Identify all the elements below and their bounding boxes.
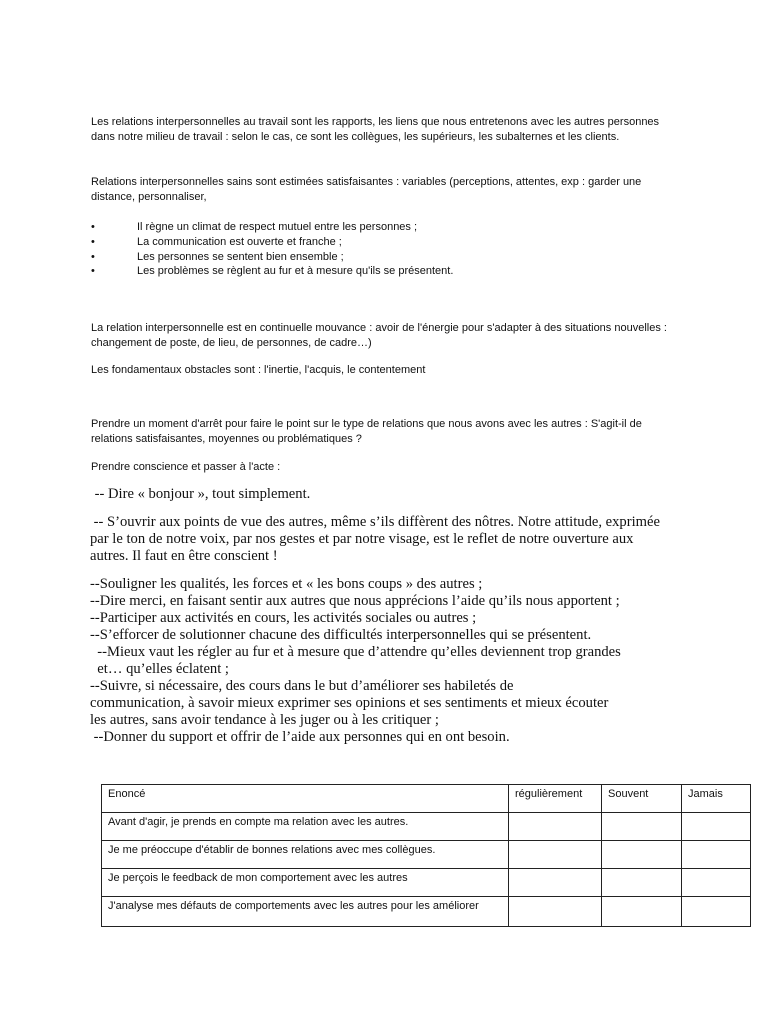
action-line: --Participer aux activités en cours, les activités sociales ou autres ; xyxy=(90,610,477,626)
answer-cell-jamais[interactable] xyxy=(682,841,751,869)
header-enonce: Enoncé xyxy=(102,785,509,813)
answer-cell-souvent[interactable] xyxy=(602,841,682,869)
answer-cell-regulierement[interactable] xyxy=(509,869,602,897)
table-row xyxy=(102,869,751,897)
action-bonjour: -- Dire « bonjour », tout simplement. xyxy=(91,486,311,502)
self-assessment-table xyxy=(101,784,751,927)
header-jamais: Jamais xyxy=(682,785,751,813)
statement-cell: Avant d'agir, je prends en compte ma relation avec les autres. xyxy=(102,813,509,841)
bullet-text: La communication est ouverte et franche ; xyxy=(137,236,342,248)
table-header-row xyxy=(102,785,751,813)
statement-cell: J'analyse mes défauts de comportements avec les autres pour les améliorer xyxy=(102,897,509,927)
answer-cell-regulierement[interactable] xyxy=(509,897,602,927)
bullet-text: Les problèmes se règlent au fur et à mesure qu'ils se présentent. xyxy=(137,265,454,277)
action-list xyxy=(90,576,690,746)
answer-cell-regulierement[interactable] xyxy=(509,813,602,841)
answer-cell-jamais[interactable] xyxy=(682,869,751,897)
action-line: --Suivre, si nécessaire, des cours dans le but d’améliorer ses habiletés de xyxy=(90,678,514,694)
bullet-symbol: • xyxy=(91,251,95,263)
answer-cell-jamais[interactable] xyxy=(682,813,751,841)
action-line: --S’efforcer de solutionner chacune des difficultés interpersonnelles qui se présentent. xyxy=(90,627,592,643)
bullet-text: Il règne un climat de respect mutuel entre les personnes ; xyxy=(137,221,418,233)
mouvance-paragraph: La relation interpersonnelle est en continuelle mouvance : avoir de l'énergie pour s'adapter à des situations nouvelles : changement de poste, de lieu, de personnes, de cadre…) xyxy=(91,322,667,349)
header-souvent: Souvent xyxy=(602,785,682,813)
obstacles-paragraph: Les fondamentaux obstacles sont : l'inertie, l'acquis, le contentement xyxy=(91,364,426,376)
action-line: --Mieux vaut les régler au fur et à mesure que d’attendre qu’elles deviennent trop grandes xyxy=(90,644,621,660)
answer-cell-souvent[interactable] xyxy=(602,869,682,897)
answer-cell-jamais[interactable] xyxy=(682,897,751,927)
statement-cell: Je me préoccupe d'établir de bonnes relations avec mes collègues. xyxy=(102,841,509,869)
action-line: --Souligner les qualités, les forces et « les bons coups » des autres ; xyxy=(90,576,483,592)
action-line: --Donner du support et offrir de l’aide aux personnes qui en ont besoin. xyxy=(90,729,510,745)
bullet-symbol: • xyxy=(91,221,95,233)
take-action-paragraph: Prendre conscience et passer à l'acte : xyxy=(91,461,281,473)
healthy-relations-paragraph: Relations interpersonnelles sains sont estimées satisfaisantes : variables (perceptions, attentes, exp : garder une distance, personnaliser, xyxy=(91,176,642,203)
answer-cell-souvent[interactable] xyxy=(602,813,682,841)
bullet-symbol: • xyxy=(91,265,95,277)
table-row xyxy=(102,841,751,869)
table-row xyxy=(102,897,751,927)
answer-cell-regulierement[interactable] xyxy=(509,841,602,869)
bullet-symbol: • xyxy=(91,236,95,248)
action-line: et… qu’elles éclatent ; xyxy=(90,661,229,677)
action-ouverture: -- S’ouvrir aux points de vue des autres, même s’ils diffèrent des nôtres. Notre attitude, exprimée par le ton de notre voix, par nos gestes et par notre visage, est le reflet de notre ouverture aux autres. Il faut en être conscient ! xyxy=(90,514,664,564)
header-regulierement: régulièrement xyxy=(509,785,602,813)
table-row xyxy=(102,813,751,841)
action-line: communication, à savoir mieux exprimer ses opinions et ses sentiments et mieux écouter xyxy=(90,695,609,711)
bullet-text: Les personnes se sentent bien ensemble ; xyxy=(137,251,344,263)
reflection-paragraph: Prendre un moment d'arrêt pour faire le point sur le type de relations que nous avons avec les autres : S'agit-il de relations satisfaisantes, moyennes ou problématiques ? xyxy=(91,418,642,445)
statement-cell: Je perçois le feedback de mon comportement avec les autres xyxy=(102,869,509,897)
answer-cell-souvent[interactable] xyxy=(602,897,682,927)
intro-paragraph: Les relations interpersonnelles au travail sont les rapports, les liens que nous entretenons avec les autres personnes dans notre milieu de travail : selon le cas, ce sont les collègues, les supérieurs, les subalternes et les clients. xyxy=(91,116,660,143)
action-line: les autres, sans avoir tendance à les juger ou à les critiquer ; xyxy=(90,712,439,728)
action-line: --Dire merci, en faisant sentir aux autres que nous apprécions l’aide qu’ils nous apportent ; xyxy=(90,593,620,609)
